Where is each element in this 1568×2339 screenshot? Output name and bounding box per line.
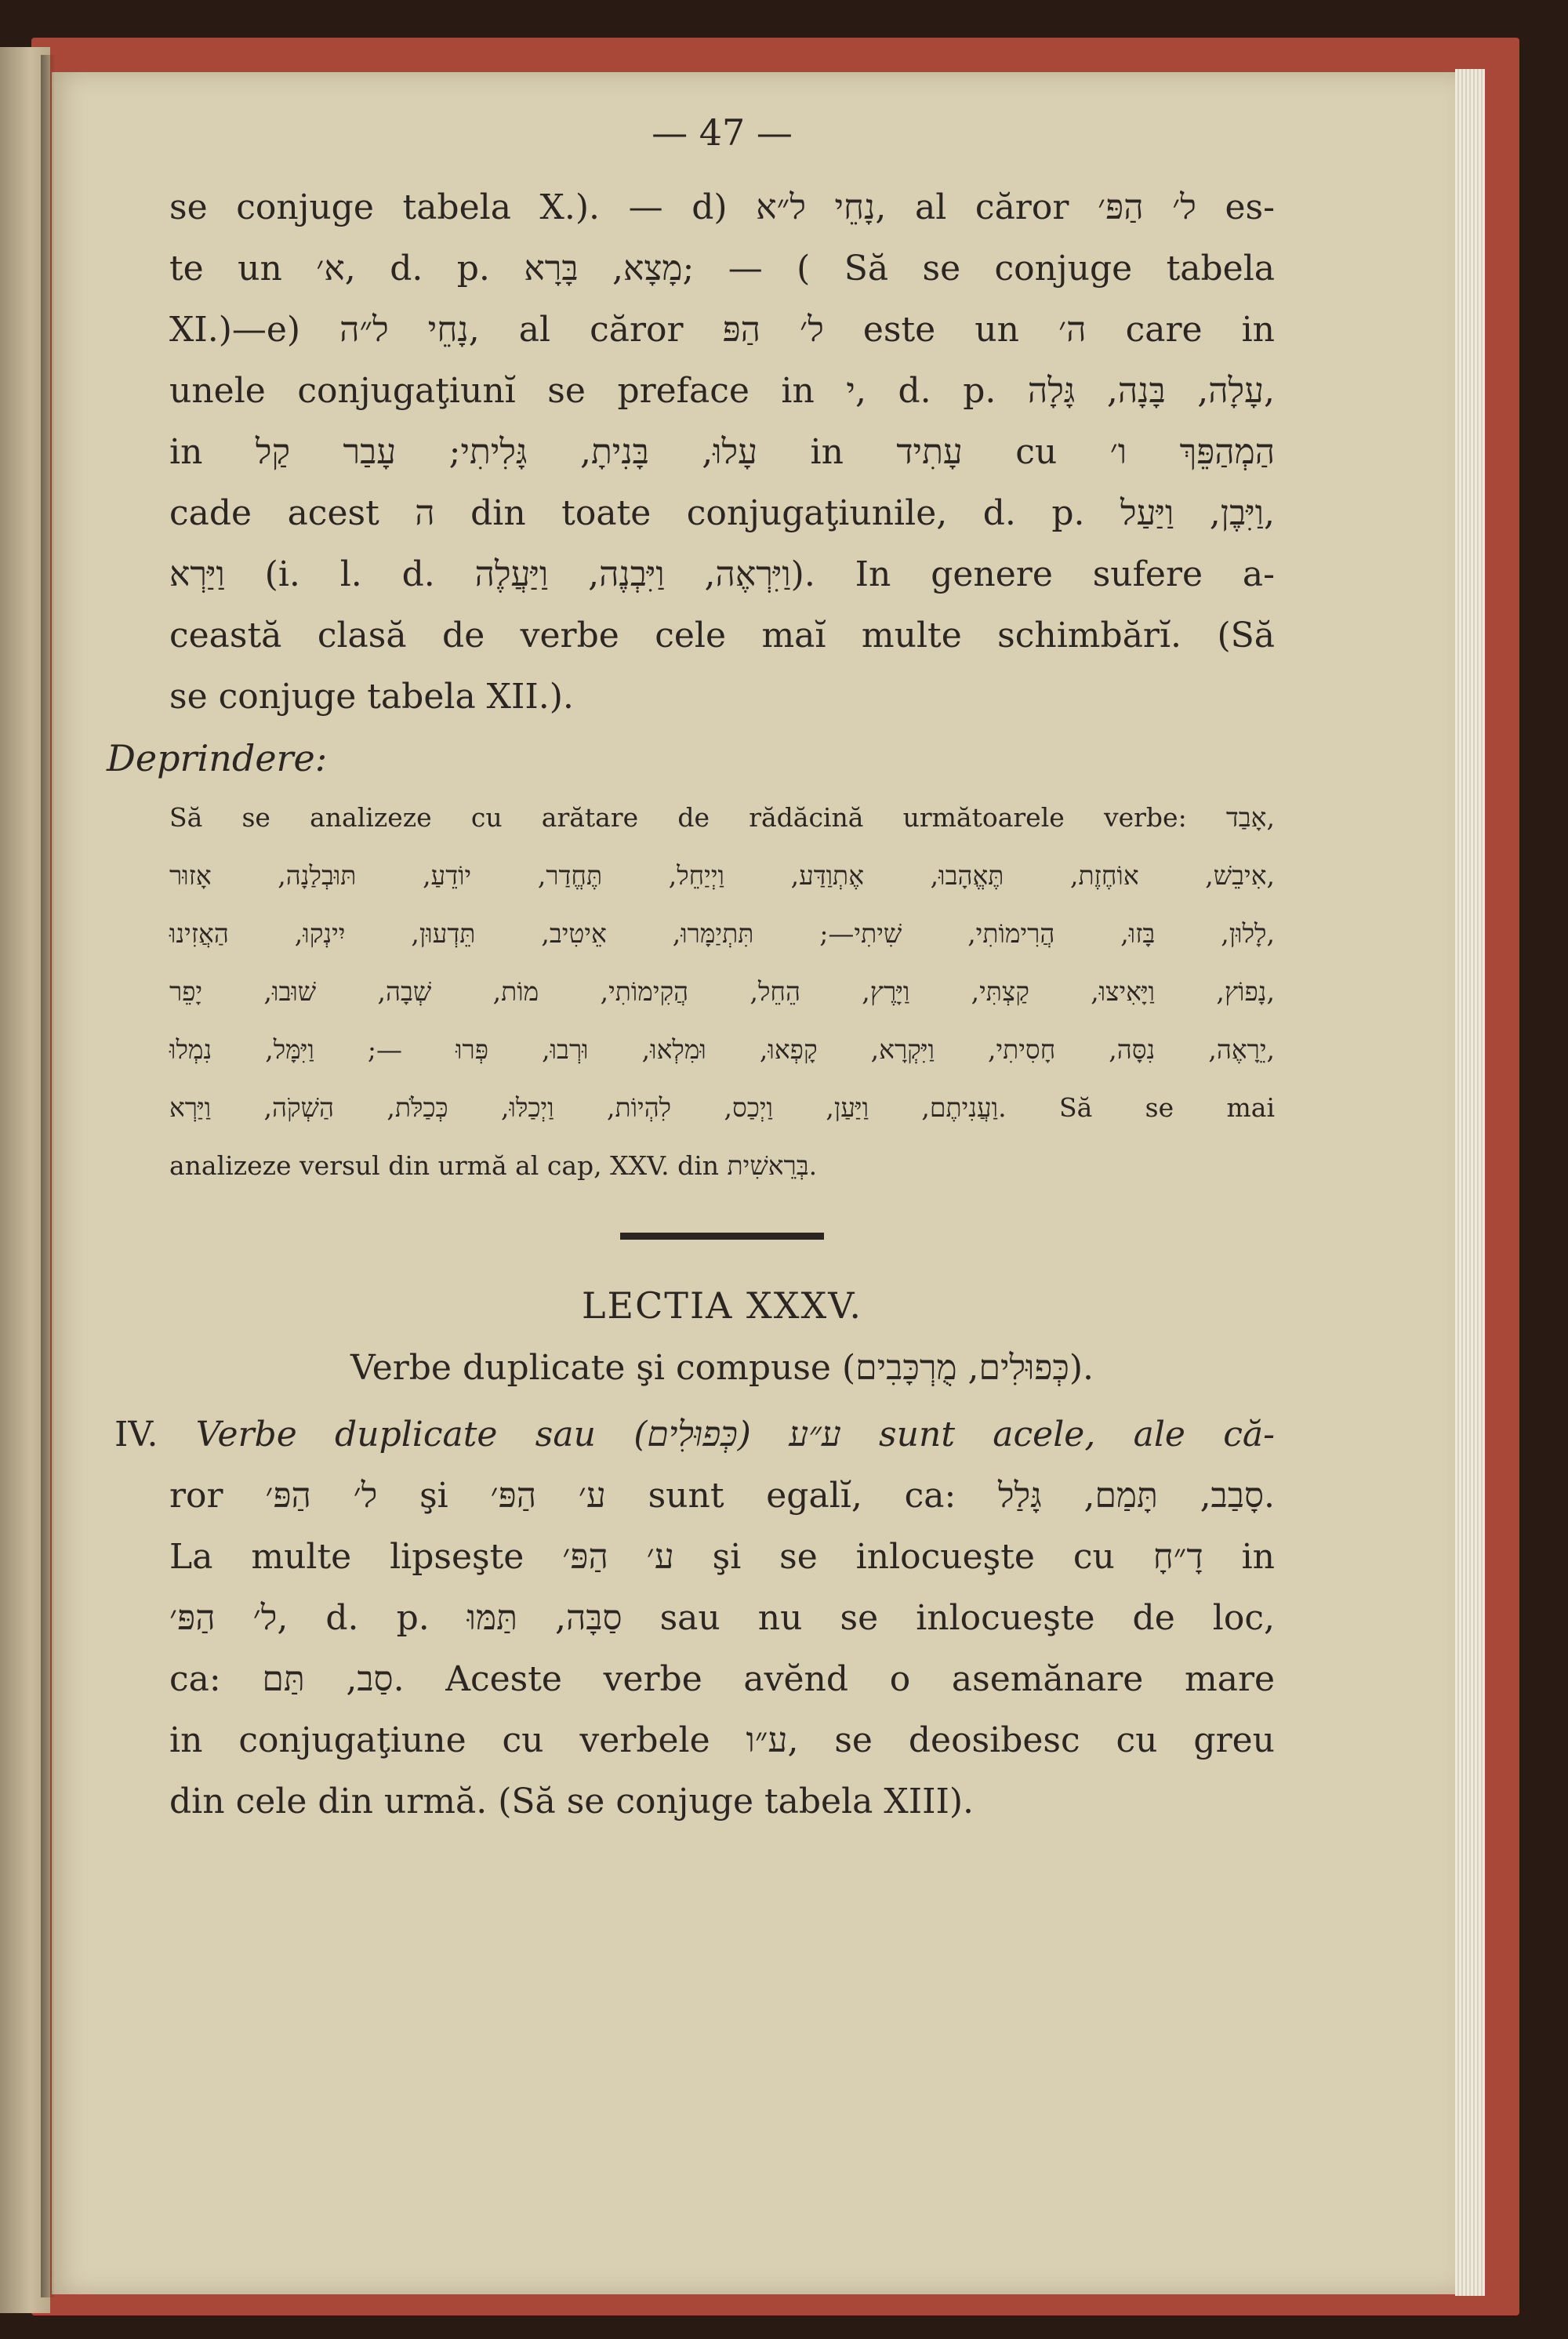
lesson-subtitle: Verbe duplicate şi compuse (כְּפוּלִים, מֻרְכָּבִים). — [350, 1348, 1094, 1388]
intro-line-2: te un א׳, d. p. מָצָא, בָּרָא; — ( Să se conjuge tabela — [169, 249, 1276, 289]
exercise-label: Deprindere: — [107, 737, 328, 779]
section-line-4: ל׳ הַפּ׳, d. p. סַבָּה, תַּמּוּ sau nu se inlocueşte de loc, — [169, 1598, 1275, 1638]
page-content — [107, 102, 1276, 1832]
section-line-2: ror ל׳ הַפּ׳ şi ע׳ הַפּ׳ sunt egalĭ, ca: סָבַב, תָּמַם, גָּלַל. — [169, 1476, 1275, 1516]
exercise-line-3: לָלוּן, בָּזוּ, הֲרִימוֹתִי, שִׁיתִי—; תִּתְיַמָּרוּ, אֵיטִיב, תֵּדְעוּן, יִינְקוּ, הַאֲזִינוּ, — [169, 918, 1275, 949]
exercise-line-7: analizeze versul din urmă al cap, XXV. din בְּרֵאשִׁית. — [169, 1150, 818, 1181]
exercise-line-6: וַעֲנִיתֶם, וַיַּעַן, וַיְכַס, לִהְיוֹת, וַיְכַלּוּ, כְּכַלֹּת, הַשְׁקֹה, וַיַּרְא. Să se mai — [169, 1092, 1276, 1123]
spine-shadow — [41, 55, 55, 2297]
intro-line-6: cade acest ה din toate conjugaţiunile, d. p. וַיִּבֶן, וַיַּעַל, — [169, 493, 1276, 533]
intro-line-1: se conjuge tabela X.). — d) נָחֵי ל״א, al căror ל׳ הַפּ׳ es- — [169, 187, 1275, 227]
intro-paragraph — [169, 177, 1275, 728]
exercise-line-5: יֵרָאֶה, נִסָּה, חָסִיתִי, וַיִּקְרָא, קָפְאוּ, וּמִלְאוּ, וּרְבוּ, פְּרוּ —; וַיִּמָּל, נִמְלוּ, — [169, 1034, 1275, 1065]
exercise-line-4: נָפוֹץ, וַיָּאִיצוּ, קַצְתִּי, וַיָּרֶץ, הֵחֵל, הֲקִימוֹתִי, מוֹת, שְׁבָה, שׁוּבוּ, יָפֵר, — [169, 976, 1275, 1007]
section-iv-paragraph — [114, 1404, 1276, 1832]
section-line-6: in conjugaţiune cu verbele ע״ו, se deosibesc cu greu — [169, 1720, 1275, 1760]
page-number: — 47 — — [652, 111, 793, 154]
section-divider — [620, 1233, 824, 1240]
section-line-1-text: Verbe duplicate sau ע״ע (כְּפוּלִים) sunt acele, ale că- — [195, 1415, 1275, 1455]
intro-line-4: unele conjugaţiunĭ se preface in י, d. p. עָלָה, בָּנָה, גָּלָה, — [169, 371, 1276, 411]
intro-line-5: in עָלוּ, בָּנִיתָ, גָּלִיתִי; עָבַר קַל in עָתִיד cu הַמְהַפֵּךְ ו׳ — [169, 432, 1276, 472]
intro-line-7: וַיַּרְא (i. l. d. וַיִּרְאֶה, וַיִּבְנֶה, וַיַּעֲלֶה). In genere sufere a- — [169, 554, 1275, 594]
section-number: IV. — [114, 1415, 158, 1455]
intro-line-9: se conjuge tabela XII.). — [169, 677, 574, 717]
lesson-title: LECTIA XXXV. — [581, 1284, 863, 1327]
exercise-line-1: Să se analizeze cu arătare de rădăcină următoarele verbe: אָבַד, — [169, 802, 1275, 833]
section-line-3: La multe lipseşte ע׳ הַפּ׳ şi se inlocueşte cu דָ״חָ in — [169, 1537, 1275, 1577]
page-stack-edge — [1455, 69, 1485, 2296]
intro-line-3: XI.)—e) נָחֵי ל״ה, al căror ל׳ הַפּ este un ה׳ care in — [169, 310, 1275, 350]
exercise-paragraph — [169, 789, 1275, 1195]
section-line-5: ca: סַב, תַּם. Aceste verbe avĕnd o asemănare mare — [169, 1659, 1276, 1699]
section-line-1 — [114, 1404, 1275, 1466]
exercise-line-2: אִיבֵשׁ, אוֹחֶזֶת, תֶּאֱהָבוּ, אֶתְוַדַּע, וַיְיַחֵל, תֶּחֱדַר, יוֹדֵעַ, תּוּבְלַנָה, אָזוּר, — [169, 860, 1275, 891]
section-line-7: din cele din urmă. (Să se conjuge tabela XIII). — [169, 1781, 975, 1821]
intro-line-8: ceastă clasă de verbe cele maĭ multe schimbărĭ. (Să — [169, 616, 1275, 656]
